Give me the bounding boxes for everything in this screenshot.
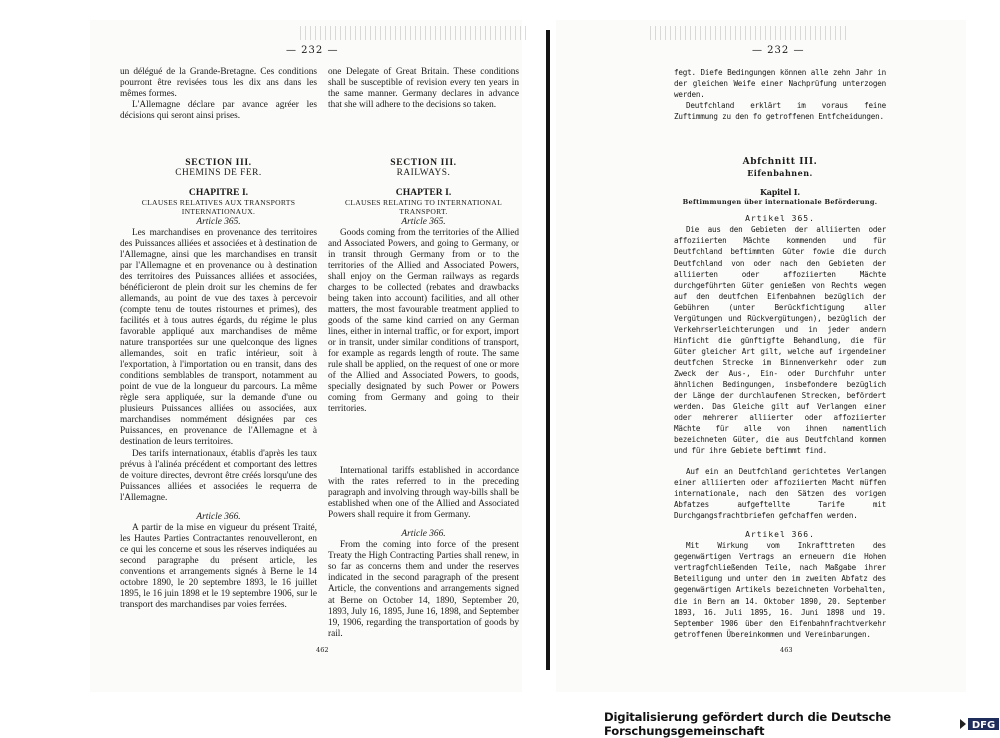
- french-article-366-title: Article 366.: [196, 511, 241, 522]
- english-article-365-title: Article 365.: [401, 216, 446, 227]
- german-article-365-para: Auf ein an Deutfchland gerichtetes Verlangen einer alliierten oder affoziierten Macht müffen internationale, nach den Sätzen des vorigen Abfatzes aufgeftellte Tarife mit Durchgangsfrachtbriefen gefchaffen werden.: [674, 467, 886, 521]
- german-section-subtitle: Eifenbahnen.: [747, 168, 813, 179]
- german-intro-text: fegt. Diefe Bedingungen können alle zehn Jahr in der gleichen Weife einer Nachprüfung unterzogen werden.: [674, 68, 886, 100]
- german-chapter-subtitle: Beftimmungen über internationale Beförderung.: [682, 198, 878, 207]
- dfg-logo[interactable]: [960, 717, 1000, 731]
- german-article-366-para: Mit Wirkung vom Inkrafttreten des gegenwärtigen Vertrags an erneuern die Hohen vertragfchließenden Teile, nach Maßgabe ihrer Beteiligung und unter den im zweiten Abfatz des gegenwärtigen Artikels bezeichneten Vorbehalten, die in Bern am 14. Oktober 1890, 20. September 1893, 16. Juli 1895, 16. Juni 1898 und 19. September 1906 über den Eifenbahnfrachtverkehr getroffenen Übereinkommen und Vereinbarungen.: [674, 541, 886, 639]
- german-intro-text: Deutfchland erklärt im voraus feine Zuftimmung zu den fo getroffenen Entfcheidungen.: [674, 101, 886, 122]
- scan-noise: [650, 26, 850, 40]
- french-article-365-para: Des tarifs internationaux, établis d'après les taux prévus à l'alinéa précédent et comportant des lettres de voiture directes, devront être créés lorsqu'une des Puissances alliées et associées le requerra de l'Allemagne.: [120, 448, 317, 503]
- german-chapter-title: Kapitel I.: [760, 187, 800, 198]
- german-article-365-para: Die aus den Gebieten der alliierten oder affoziierten Mächte kommenden und für Deutfchland beftimmten Güter fowie die durch Deutfchland von oder nach den Gebieten der alliierten oder affoziierten Mächte durchgeführten Güter genießen von Rechts wegen auf den deutfchen Eifenbahnen bezüglich der Gebühren (unter Berückfichtigung aller Vergütungen und Rückvergütungen), bezüglich der Verkehrserleichterungen und in jeder andern Hinficht die günftigfte Behandlung, die für Güter gleicher Art gilt, welche auf irgendeiner deutfchen Strecke im Binnenverkehr oder zum Zweck der Aus-, Ein- oder Durchfuhr unter ähnlichen Bedingungen, insbefondere bezüglich der Länge der durchlaufenen Strecken, befördert werden. Das Gleiche gilt auf Verlangen einer oder mehrerer alliierter oder affoziierter Mächte für alle von ihnen namentlich bezeichneten Güter, die aus Deutfchland kommen und für ihre Gebiete beftimmt find.: [674, 225, 886, 456]
- english-intro: [328, 67, 519, 111]
- english-section-subtitle: RAILWAYS.: [396, 168, 451, 179]
- french-section-subtitle: CHEMINS DE FER.: [175, 168, 262, 179]
- english-article-366-title: Article 366.: [401, 529, 446, 540]
- left-footer-number: 462: [316, 646, 329, 654]
- dfg-banner: [604, 710, 1000, 738]
- french-article-365-title: Article 365.: [196, 216, 241, 227]
- french-intro-text: un délégué de la Grande-Bretagne. Ces conditions pourront être revisées tous les dix ans dans les mêmes formes.: [120, 67, 317, 100]
- french-article-365-para: Les marchandises en provenance des territoires des Puissances alliées et associées et à destination de l'Allemagne, ainsi que les marchandises en transit par l'Allemagne et en provenance ou à destination des territoires des Puissances alliées et associées, bénéficieront de plein droit sur les chemins de fer allemands, au point de vue des taxes à percevoir (compte tenu de toutes ristournes et primes), des facilités et à tous autres égards, du régime le plus favorable appliqué aux marchandises de même nature transportées sur une quelconque des lignes allemandes, soit en trafic intérieur, soit à l'exportation, à l'importation ou en transit, dans des conditions semblables de transport, notamment au point de vue de la longueur du parcours. La même règle sera appliquée, sur la demande d'une ou plusieurs Puissances alliées ou associées, aux marchandises nommément désignées par ces Puissances, en provenance de l'Allemagne et à destination de leurs territoires.: [120, 227, 317, 448]
- french-chapter-subtitle: CLAUSES RELATIVES AUX TRANSPORTS INTERNATIONAUX.: [141, 198, 296, 217]
- german-body-top: [674, 157, 886, 456]
- english-intro-text: one Delegate of Great Britain. These conditions shall be susceptible of revision every ten years in the same manner. Germany declares in advance that she will adhere to the decisions so taken.: [328, 67, 519, 111]
- dfg-banner-text: Digitalisierung gefördert durch die Deutsche Forschungsgemeinschaft: [604, 710, 892, 738]
- dfg-logo-text: DFG: [971, 720, 996, 731]
- right-page-number: — 232 —: [752, 45, 805, 56]
- english-article-366-para: From the coming into force of the present Treaty the High Contracting Parties shall renew, in so far as concerns them and under the reserves indicated in the second paragraph of the present Article, the conventions and arrangements signed at Berne on October 14, 1890, September 20, 1893, July 16, 1895, June 16, 1898, and September 19, 1906, regarding the transportation of goods by rail.: [328, 540, 519, 639]
- french-intro: [120, 67, 317, 122]
- right-footer-number: 463: [780, 646, 793, 654]
- german-article-366-title: Artikel 366.: [745, 530, 815, 540]
- german-article-365-title: Artikel 365.: [745, 214, 815, 224]
- english-section-title: SECTION III.: [390, 157, 457, 168]
- german-body-bottom: [674, 466, 886, 640]
- page-gutter: [546, 30, 550, 670]
- german-intro: [674, 67, 886, 122]
- french-chapter-title: CHAPITRE I.: [188, 187, 249, 199]
- german-section-title: Abfchnitt III.: [742, 157, 818, 167]
- english-article-365-para: Goods coming from the territories of the Allied and Associated Powers, and going to Germany, or in transit through Germany from or to the territories of the Allied and Associated Powers, shall enjoy on the German railways as regards charges to be collected (rebates and drawbacks being taken into account) facilities, and all other matters, the most favourable treatment applied to goods of the same kind carried on any German lines, either in internal traffic, or for export, import or in transit, under similar conditions of transport, for example as regards length of route. The same rule shall be applied, on the request of one or more of the Allied and Associated Powers, to goods, specially designated by such Power or Powers coming from Germany and going to their territories.: [328, 227, 519, 415]
- french-article-366-para: A partir de la mise en vigueur du présent Traité, les Hautes Parties Contractantes renouvelleront, en ce qui les concerne et sous les réserves indiquées au second paragraphe du présent article, les conventions et arrangements signés à Berne le 14 octobre 1890, le 20 septembre 1893, le 16 juillet 1895, le 16 juin 1898 et le 19 septembre 1906, sur le transport des marchandises par voies ferrées.: [120, 522, 317, 611]
- english-body-top: [328, 157, 519, 415]
- french-section-title: SECTION III.: [185, 157, 252, 168]
- english-chapter-title: CHAPTER I.: [395, 187, 452, 199]
- left-page-number: — 232 —: [286, 45, 339, 56]
- english-article-365-para: International tariffs established in accordance with the rates referred to in the preceding paragraph and involving through way-bills shall be established when one of the Allied and Associated Powers shall require it from Germany.: [328, 466, 519, 521]
- english-chapter-subtitle: CLAUSES RELATING TO INTERNATIONAL TRANSPORT.: [344, 198, 503, 217]
- french-body: [120, 157, 317, 611]
- scan-noise: [300, 26, 530, 40]
- english-body-bottom: [328, 466, 519, 640]
- french-intro-text: L'Allemagne déclare par avance agréer les décisions qui seront ainsi prises.: [120, 100, 317, 122]
- dfg-logo-mark: [960, 717, 1000, 731]
